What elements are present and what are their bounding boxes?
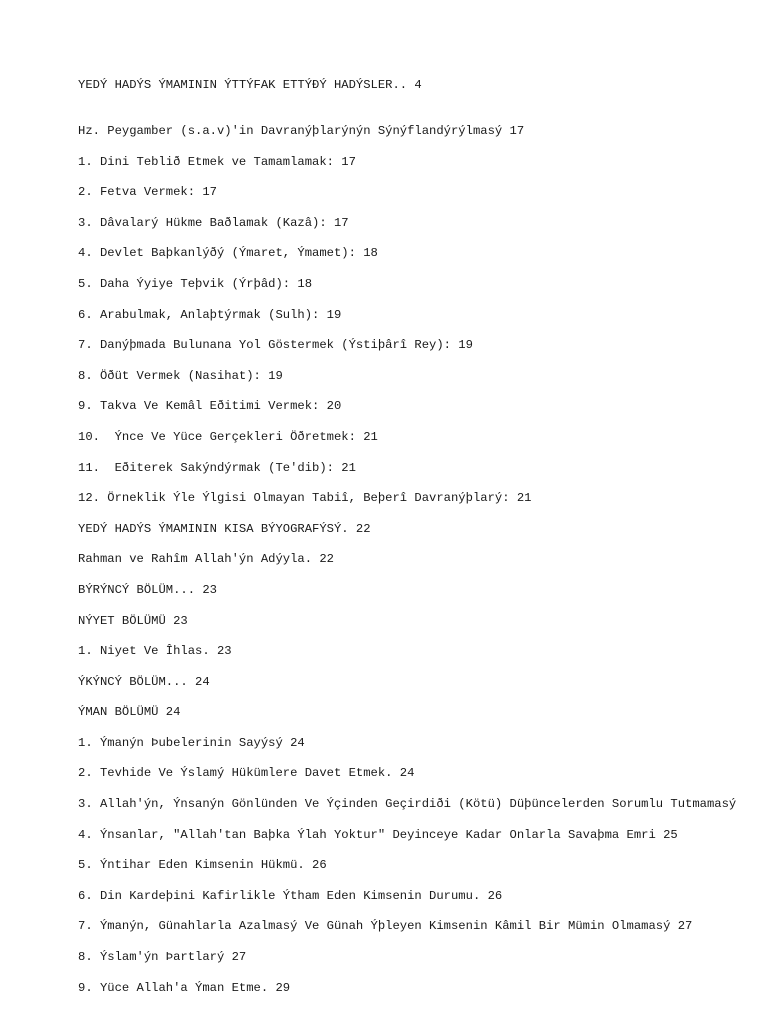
toc-line: 5. Ýntihar Eden Kimsenin Hükmü. 26	[78, 858, 327, 873]
toc-line: Hz. Peygamber (s.a.v)'in Davranýþlarýnýn Sýnýflandýrýlmasý 17	[78, 124, 525, 138]
toc-line: 9. Yüce Allah'a Ýman Etme. 29	[78, 980, 291, 995]
toc-line: 2. Tevhide Ve Ýslamý Hükümlere Davet Etmek. 24	[78, 766, 415, 781]
toc-line: 3. Allah'ýn, Ýnsanýn Gönlünden Ve Ýçinden Geçirdiði (Kötü) Düþüncelerden Sorumlu Tutmamasý	[78, 797, 737, 812]
toc-line: NÝYET BÖLÜMÜ 23	[78, 613, 188, 628]
toc-line: 1. Ýmanýn Þubelerinin Sayýsý 24	[78, 735, 305, 750]
toc-line: 8. Ýslam'ýn Þartlarý 27	[78, 950, 247, 965]
toc-line: 9. Takva Ve Kemâl Eðitimi Vermek: 20	[78, 399, 342, 414]
toc-line: 1. Dini Teblið Etmek ve Tamamlamak: 17	[78, 154, 356, 169]
toc-line: ÝKÝNCÝ BÖLÜM... 24	[78, 674, 210, 689]
table-of-contents	[78, 76, 736, 1009]
toc-line: 8. Öðüt Vermek (Nasihat): 19	[78, 368, 283, 383]
toc-line: 4. Devlet Baþkanlýðý (Ýmaret, Ýmamet): 18	[78, 246, 378, 261]
toc-line: 6. Arabulmak, Anlaþtýrmak (Sulh): 19	[78, 307, 342, 322]
toc-line: 6. Din Kardeþini Kafirlikle Ýtham Eden Kimsenin Durumu. 26	[78, 888, 503, 903]
toc-line: 7. Danýþmada Bulunana Yol Göstermek (Ýstiþârî Rey): 19	[78, 338, 473, 353]
toc-line: 11. Eðiterek Sakýndýrmak (Te'dib): 21	[78, 460, 356, 475]
toc-line: YEDÝ HADÝS ÝMAMININ ÝTTÝFAK ETTÝÐÝ HADÝSLER.. 4	[78, 78, 422, 92]
toc-line: 1. Niyet Ve Îhlas. 23	[78, 644, 232, 659]
toc-line: 4. Ýnsanlar, "Allah'tan Baþka Ýlah Yoktur" Deyinceye Kadar Onlarla Savaþma Emri 25	[78, 827, 678, 842]
toc-line: BÝRÝNCÝ BÖLÜM... 23	[78, 582, 217, 597]
toc-line: Rahman ve Rahîm Allah'ýn Adýyla. 22	[78, 552, 334, 567]
toc-line: 3. Dâvalarý Hükme Baðlamak (Kazâ): 17	[78, 215, 349, 230]
toc-line: 7. Ýmanýn, Günahlarla Azalmasý Ve Günah Ýþleyen Kimsenin Kâmil Bir Mümin Olmamasý 27	[78, 919, 693, 934]
toc-line: 5. Daha Ýyiye Teþvik (Ýrþâd): 18	[78, 276, 313, 291]
toc-line: YEDÝ HADÝS ÝMAMININ KISA BÝYOGRAFÝSÝ. 22	[78, 521, 371, 536]
toc-line: 2. Fetva Vermek: 17	[78, 185, 217, 200]
toc-line: 10. Ýnce Ve Yüce Gerçekleri Öðretmek: 21	[78, 429, 378, 444]
toc-line: 12. Örneklik Ýle Ýlgisi Olmayan Tabiî, Beþerî Davranýþlarý: 21	[78, 491, 532, 506]
toc-line: ÝMAN BÖLÜMÜ 24	[78, 705, 181, 720]
